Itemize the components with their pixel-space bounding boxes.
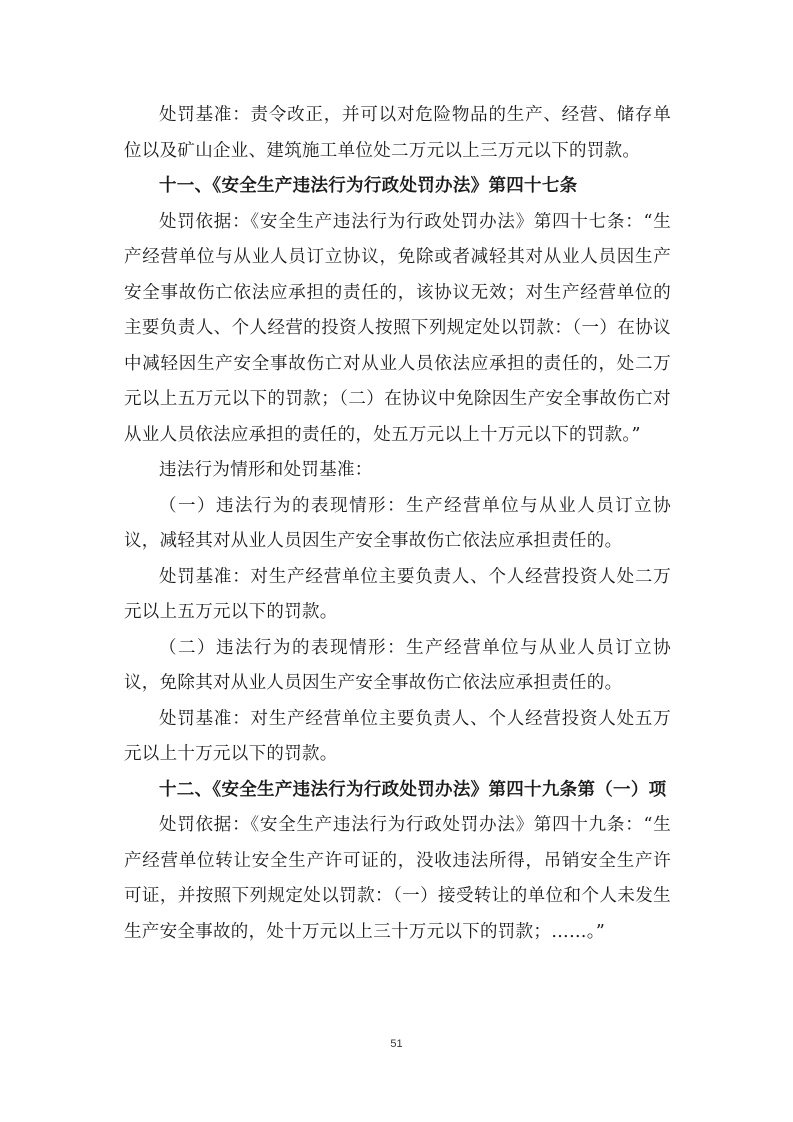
section-heading-eleven: 十一、《安全生产违法行为行政处罚办法》第四十七条 [159, 176, 578, 196]
section-heading-twelve: 十二、《安全生产违法行为行政处罚办法》第四十九条第（一）项 [159, 779, 667, 800]
page-number: 51 [390, 1038, 403, 1050]
penalty-standard-paragraph: 处罚基准：责令改正，并可以对危险物品的生产、经营、储存单位以及矿山企业、建筑施工单位处二万元以上三万元以下的罚款。 [124, 105, 671, 161]
violation-circumstances-intro: 违法行为情形和处罚基准： [159, 460, 373, 480]
penalty-basis-paragraph: 处罚依据：《安全生产违法行为行政处罚办法》第四十七条：“生产经营单位与从业人员订立协议，免除或者减轻其对从业人员因生产安全事故伤亡依法应承担的责任的，该协议无效；对生产经营单位的主要负责人、个人经营的投资人按照下列规定处以罚款：（一）在协议中减轻因生产安全事故伤亡对从业人员依法应承担的责任的，处二万元以上五万元以下的罚款；（二）在协议中免除因生产安全事故伤亡对从业人员依法应承担的责任的，处五万元以上十万元以下的罚款。” [124, 211, 671, 445]
penalty-standard-case-two: 处罚基准：对生产经营单位主要负责人、个人经营投资人处五万元以上十万元以下的罚款。 [124, 708, 671, 764]
violation-case-one: （一）违法行为的表现情形：生产经营单位与从业人员订立协议，减轻其对从业人员因生产安全事故伤亡依法应承担责任的。 [124, 495, 671, 551]
penalty-standard-case-one: 处罚基准：对生产经营单位主要负责人、个人经营投资人处二万元以上五万元以下的罚款。 [124, 566, 671, 622]
penalty-basis-paragraph-twelve: 处罚依据：《安全生产违法行为行政处罚办法》第四十九条：“生产经营单位转让安全生产许可证的，没收违法所得，吊销安全生产许可证，并按照下列规定处以罚款：（一）接受转让的单位和个人未发生生产安全事故的，处十万元以上三十万元以下的罚款；……。” [124, 815, 671, 942]
document-body [124, 98, 671, 950]
violation-case-two: （二）违法行为的表现情形：生产经营单位与从业人员订立协议，免除其对从业人员因生产安全事故伤亡依法应承担责任的。 [124, 637, 671, 693]
